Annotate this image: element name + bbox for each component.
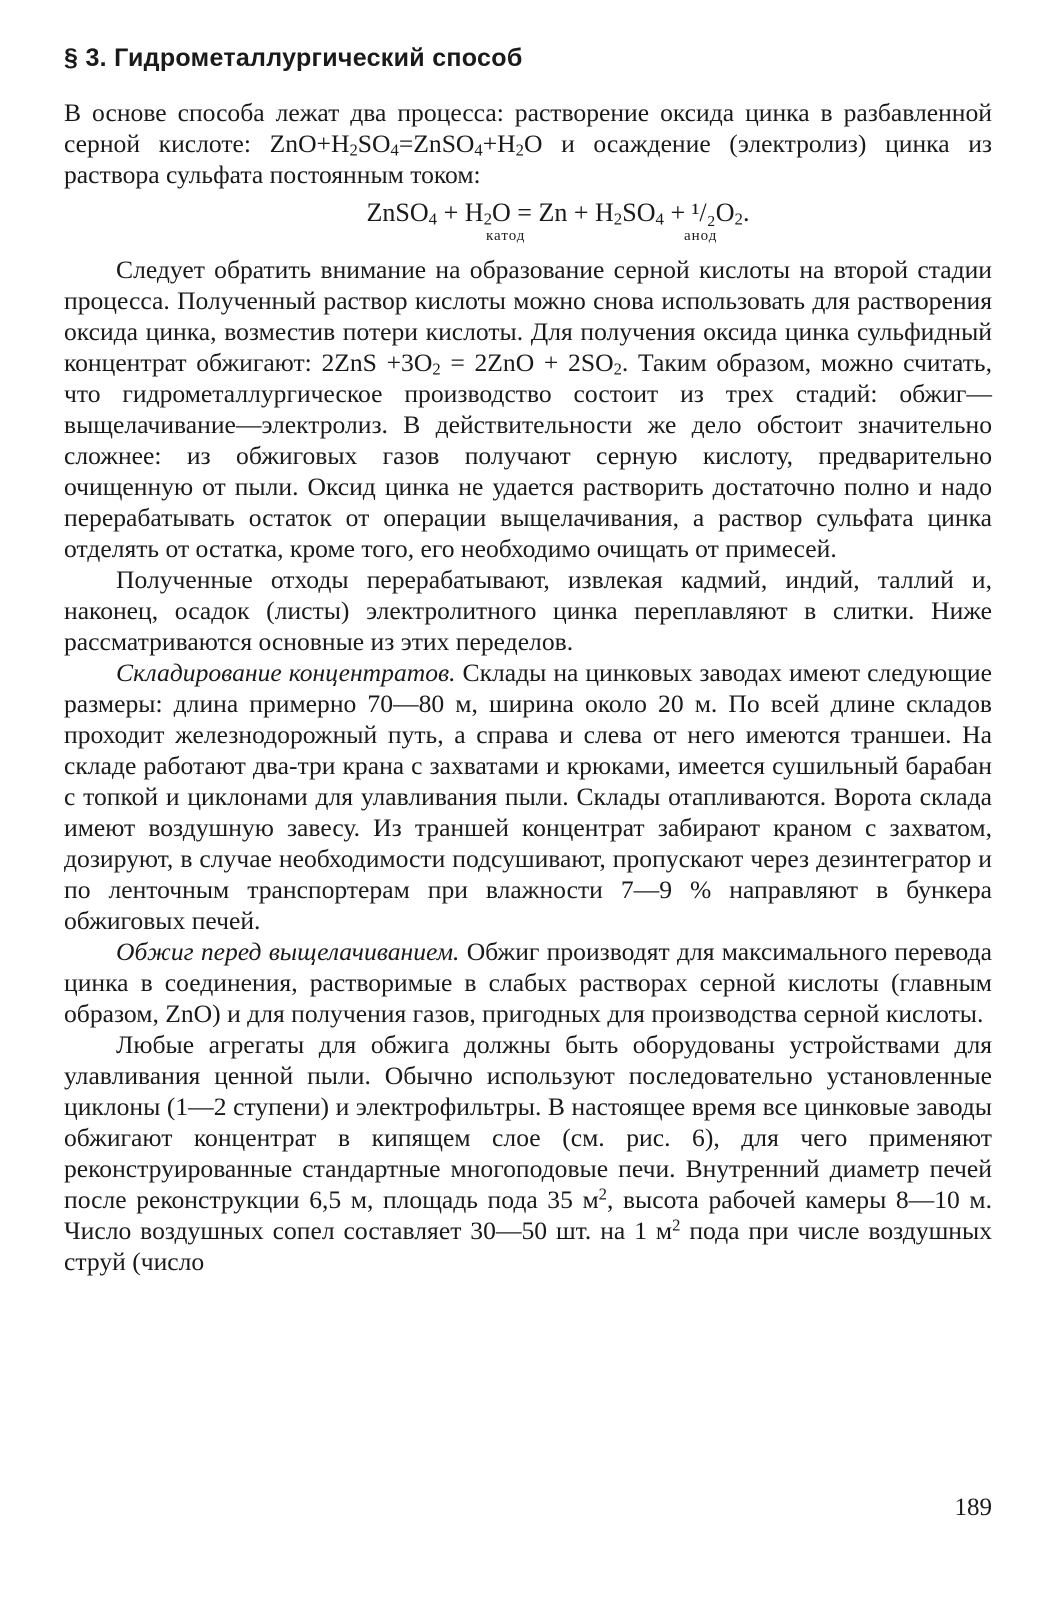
text: Следует обратить внимание на образование серной кислоты на второй стадии процесса. Полученный раствор кислоты можно снова использовать для растворения оксида цинка, возместив потери кислоты. Для получения оксида цинка сульфидный концентрат обжигают: 2ZnS +3O bbox=[64, 255, 992, 377]
text: SO bbox=[622, 198, 656, 227]
text: Обжиг производят для максимального перевода цинка в соединения, растворимые в слабых растворах серной кислоты (главным образом, ZnO) и для получения газов, пригодных для производства серной кислоты. bbox=[64, 937, 992, 1028]
paragraph-intro bbox=[64, 97, 992, 190]
subscript: 4 bbox=[390, 140, 399, 160]
text: =ZnSO bbox=[398, 129, 475, 158]
cathode-label: катод bbox=[486, 228, 526, 244]
subscript: 4 bbox=[428, 209, 438, 229]
text: ZnSO bbox=[366, 198, 429, 227]
fraction: ¹/₂ bbox=[691, 198, 716, 227]
text: Любые агрегаты для обжига должны быть оборудованы устройствами для улавливания ценной пыли. Обычно используют последовательно установленные циклоны (1—2 ступени) и электрофильтры. В настоящее время все цинковые заводы обжигают концентрат в кипящем слое (см. рис. 6), для чего применяют реконструированные стандартные многоподовые печи. Внутренний диаметр печей после реконструкции 6,5 м, площадь пода 35 м bbox=[64, 1030, 992, 1214]
text: . Таким образом, можно считать, что гидрометаллургическое производство состоит из трех стадий: обжиг—выщелачивание—электролиз. В действительности же дело обстоит значительно сложнее: из обжиговых газов получают серную кислоту, предварительно очищенную от пыли. Оксид цинка не удается растворить достаточно полно и надо перерабатывать остаток от операции выщелачивания, а раствор сульфата цинка отделять от остатка, кроме того, его необходимо очищать от примесей. bbox=[64, 348, 992, 563]
text: +H bbox=[482, 129, 516, 158]
text: = 2ZnO + 2SO bbox=[440, 348, 614, 377]
paragraph-roasting bbox=[64, 936, 992, 1029]
paragraph-waste: Полученные отходы перерабатывают, извлекая кадмий, индий, таллий и, наконец, осадок (листы) электролитного цинка переплавляют в слитки. Ниже рассматриваются основные из этих переделов. bbox=[64, 565, 992, 656]
electrolysis-equation bbox=[124, 198, 992, 228]
subsection-title: Обжиг перед выщелачиванием. bbox=[116, 937, 460, 966]
superscript: 2 bbox=[598, 1184, 607, 1204]
page-number: 189 bbox=[954, 1494, 992, 1521]
text: O bbox=[715, 198, 735, 227]
equation-annotations bbox=[64, 228, 992, 250]
text: O = Zn + H bbox=[492, 198, 614, 227]
text: , высота рабочей камеры 8—10 м. Число воздушных сопел составляет 30—50 шт. на 1 м bbox=[64, 1185, 993, 1245]
text: Склады на цинковых заводах имеют следующие размеры: длина примерно 70—80 м, ширина около 20 м. По всей длине складов проходит железнодорожный путь, а справа и слева от него имеются траншеи. На складе работают два-три крана с захватами и крюками, имеется сушильный барабан с топкой и циклонами для улавливания пыли. Склады отапливаются. Ворота склада имеют воздушную завесу. Из траншей концентрат забирают краном с захватом, дозируют, в случае необходимости подсушивают, пропускают через дезинтегратор и по ленточным транспортерам при влажности 7—9 % направляют в бункера обжиговых печей. bbox=[64, 658, 992, 935]
subscript: 2 bbox=[483, 209, 493, 229]
subscript: 2 bbox=[734, 209, 743, 229]
text: В основе способа лежат два процесса: растворение оксида цинка в разбавленной серной кислоте: ZnO+H bbox=[64, 98, 992, 158]
subscript: 4 bbox=[474, 140, 483, 160]
subsection-title: Складирование концентратов. bbox=[116, 658, 456, 687]
text: + H bbox=[437, 198, 484, 227]
text: . bbox=[742, 198, 750, 227]
paragraph-process bbox=[64, 254, 992, 564]
superscript: 2 bbox=[672, 1215, 681, 1235]
paragraph-equipment bbox=[64, 1029, 992, 1277]
subscript: 2 bbox=[613, 209, 623, 229]
subscript: 2 bbox=[432, 359, 441, 379]
text: пода при числе воздушных струй (число bbox=[64, 1216, 992, 1276]
text: O и осаждение (электролиз) цинка из раствора сульфата постоянным током: bbox=[64, 129, 992, 189]
subscript: 2 bbox=[613, 359, 622, 379]
subscript: 2 bbox=[349, 140, 358, 160]
section-heading: § 3. Гидрометаллургический способ bbox=[64, 44, 523, 72]
page-content bbox=[64, 44, 992, 1277]
anode-label: анод bbox=[684, 228, 718, 244]
paragraph-storage bbox=[64, 657, 992, 936]
text: SO bbox=[357, 129, 391, 158]
text: + bbox=[663, 198, 692, 227]
subscript: 2 bbox=[515, 140, 524, 160]
subscript: 4 bbox=[655, 209, 664, 229]
